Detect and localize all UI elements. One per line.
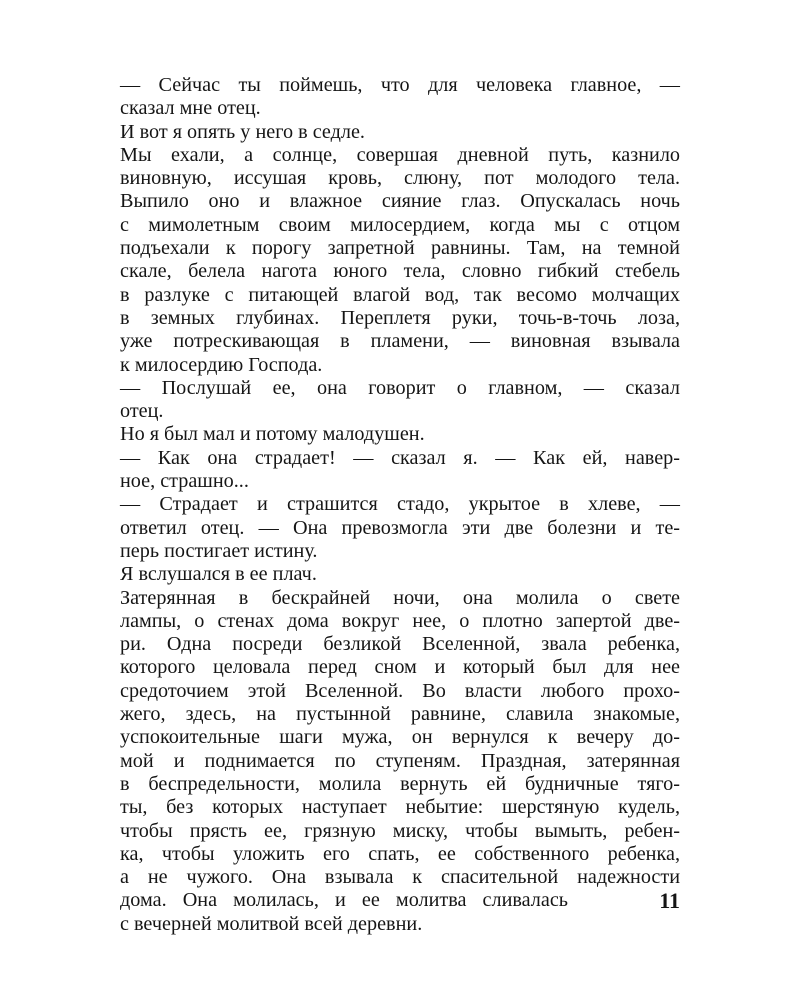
body-text bbox=[120, 74, 680, 936]
text-line: И вот я опять у него в седле. bbox=[120, 120, 365, 143]
text-line: — Послушай ее, она говорит о главном, — сказал bbox=[120, 376, 680, 399]
text-line: с вечерней молитвой всей деревни. bbox=[120, 912, 423, 935]
text-line: — Как она страдает! — сказал я. — Как ей, навер- bbox=[120, 446, 680, 469]
text-line: Затерянная в бескрайней ночи, она молила о свете bbox=[120, 586, 680, 609]
text-line: ка, чтобы уложить его спать, ее собственного ребенка, bbox=[120, 842, 680, 865]
text-line: успокоительные шаги мужа, он вернулся к вечеру до- bbox=[120, 726, 680, 749]
text-line: а не чужого. Она взывала к спасительной надежности bbox=[120, 866, 680, 889]
text-line: — Страдает и страшится стадо, укрытое в хлеве, — bbox=[120, 493, 680, 516]
text-line: жего, здесь, на пустынной равнине, славила знакомые, bbox=[120, 703, 680, 726]
text-line: в разлуке с питающей влагой вод, так весомо молчащих bbox=[120, 283, 680, 306]
text-line: в земных глубинах. Переплетя руки, точь-в-точь лоза, bbox=[120, 306, 680, 329]
text-line: уже потрескивающая в пламени, — виновная взывала bbox=[120, 330, 680, 353]
text-line: виновную, иссушая кровь, слюну, пот молодого тела. bbox=[120, 167, 680, 190]
text-line: Мы ехали, а солнце, совершая дневной путь, казнило bbox=[120, 143, 680, 166]
text-line: сказал мне отец. bbox=[120, 97, 261, 120]
text-line: Я вслушался в ее плач. bbox=[120, 563, 317, 586]
text-line: дома. Она молилась, и ее молитва сливалась bbox=[120, 889, 568, 912]
text-line: ты, без которых наступает небытие: шерстяную кудель, bbox=[120, 796, 680, 819]
text-line: в беспредельности, молила вернуть ей будничные тяго- bbox=[120, 772, 680, 795]
page-number: 11 bbox=[659, 888, 680, 913]
text-line: ри. Одна посреди безликой Вселенной, звала ребенка, bbox=[120, 633, 680, 656]
text-line: Но я был мал и потому малодушен. bbox=[120, 423, 425, 446]
text-line: перь постигает истину. bbox=[120, 539, 318, 562]
text-line: ное, страшно... bbox=[120, 470, 249, 493]
text-line: — Сейчас ты поймешь, что для человека главное, — bbox=[120, 74, 680, 96]
text-line: которого целовала перед сном и который был для нее bbox=[120, 656, 680, 679]
text-line: подъехали к порогу запретной равнины. Там, на темной bbox=[120, 237, 680, 260]
text-line: Выпило оно и влажное сияние глаз. Опускалась ночь bbox=[120, 190, 680, 213]
text-line: средоточием этой Вселенной. Во власти любого прохо- bbox=[120, 679, 680, 702]
text-line: к милосердию Господа. bbox=[120, 353, 323, 376]
text-line: ответил отец. — Она превозмогла эти две болезни и те- bbox=[120, 516, 680, 539]
text-line: лампы, о стенах дома вокруг нее, о плотно запертой две- bbox=[120, 609, 680, 632]
text-line: отец. bbox=[120, 400, 164, 423]
text-line: чтобы прясть ее, грязную миску, чтобы вымыть, ребен- bbox=[120, 819, 680, 842]
text-line: скале, белела нагота юного тела, словно гибкий стебель bbox=[120, 260, 680, 283]
text-line: мой и поднимается по ступеням. Праздная, затерянная bbox=[120, 749, 680, 772]
text-line: с мимолетным своим милосердием, когда мы с отцом bbox=[120, 213, 680, 236]
